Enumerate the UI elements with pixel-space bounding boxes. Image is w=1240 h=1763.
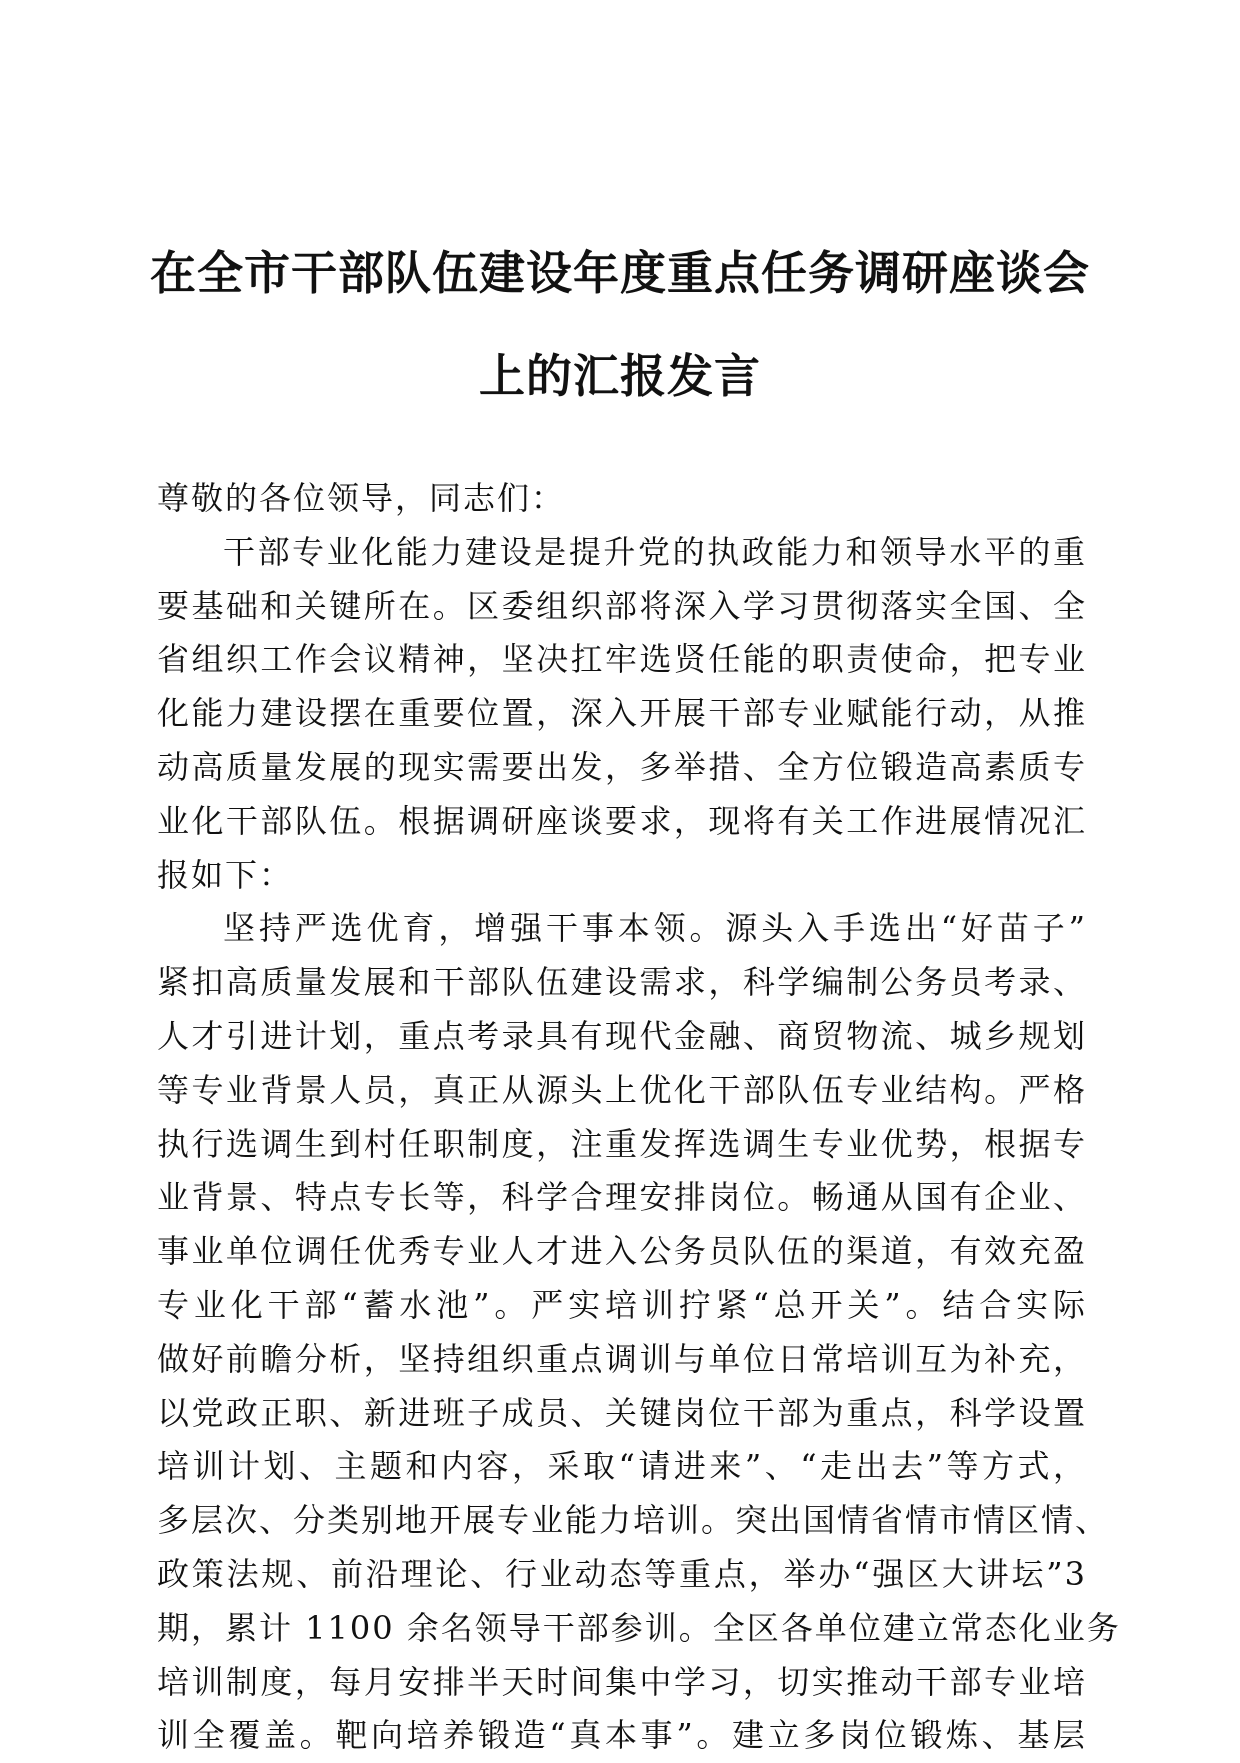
title-line-1: 在全市干部队伍建设年度重点任务调研座谈会	[150, 246, 1090, 300]
paragraph-line: 化能力建设摆在重要位置，深入开展干部专业赋能行动，从推	[157, 694, 1087, 733]
paragraph-line: 培训制度，每月安排半天时间集中学习，切实推动干部专业培	[157, 1662, 1087, 1701]
paragraph-line: 多层次、分类别地开展专业能力培训。突出国情省情市情区情、	[157, 1501, 1110, 1540]
paragraph-line: 执行选调生到村任职制度，注重发挥选调生专业优势，根据专	[157, 1124, 1087, 1163]
paragraph-line: 紧扣高质量发展和干部队伍建设需求，科学编制公务员考录、	[157, 963, 1087, 1002]
document-body	[157, 472, 1121, 1763]
paragraph-line: 训全覆盖。靶向培养锻造“真本事”。建立多岗位锻炼、基层	[157, 1716, 1087, 1755]
paragraph-line: 政策法规、前沿理论、行业动态等重点，举办“强区大讲坛”3	[157, 1554, 1087, 1593]
paragraph-line: 等专业背景人员，真正从源头上优化干部队伍专业结构。严格	[157, 1070, 1087, 1109]
paragraph-line: 做好前瞻分析，坚持组织重点调训与单位日常培训互为补充，	[157, 1339, 1087, 1378]
paragraph-line: 报如下：	[157, 855, 294, 894]
paragraph-line: 以党政正职、新进班子成员、关键岗位干部为重点，科学设置	[157, 1393, 1087, 1432]
paragraph-line: 事业单位调任优秀专业人才进入公务员队伍的渠道，有效充盈	[157, 1232, 1087, 1271]
title-line-2: 上的汇报发言	[479, 349, 761, 403]
paragraph-line: 人才引进计划，重点考录具有现代金融、商贸物流、城乡规划	[157, 1016, 1087, 1055]
paragraph-line: 业背景、特点专长等，科学合理安排岗位。畅通从国有企业、	[157, 1178, 1087, 1217]
paragraph-line: 坚持严选优育，增强干事本领。源头入手选出“好苗子”	[223, 909, 1087, 948]
paragraph-line: 培训计划、主题和内容，采取“请进来”、“走出去”等方式，	[157, 1447, 1087, 1486]
salutation: 尊敬的各位领导，同志们：	[157, 479, 566, 517]
paragraph-intro	[157, 526, 1087, 903]
paragraph-selection-training	[157, 902, 1121, 1763]
document-title	[120, 222, 1120, 428]
paragraph-line: 干部专业化能力建设是提升党的执政能力和领导水平的重	[223, 532, 1087, 571]
paragraph-line: 专业化干部“蓄水池”。严实培训拧紧“总开关”。结合实际	[157, 1285, 1087, 1324]
paragraph-line: 动高质量发展的现实需要出发，多举措、全方位锻造高素质专	[157, 747, 1087, 786]
paragraph-line: 要基础和关键所在。区委组织部将深入学习贯彻落实全国、全	[157, 586, 1087, 625]
paragraph-line: 省组织工作会议精神，坚决扛牢选贤任能的职责使命，把专业	[157, 640, 1087, 679]
paragraph-line: 期，累计 1100 余名领导干部参训。全区各单位建立常态化业务	[157, 1608, 1121, 1647]
paragraph-line: 业化干部队伍。根据调研座谈要求，现将有关工作进展情况汇	[157, 801, 1087, 840]
